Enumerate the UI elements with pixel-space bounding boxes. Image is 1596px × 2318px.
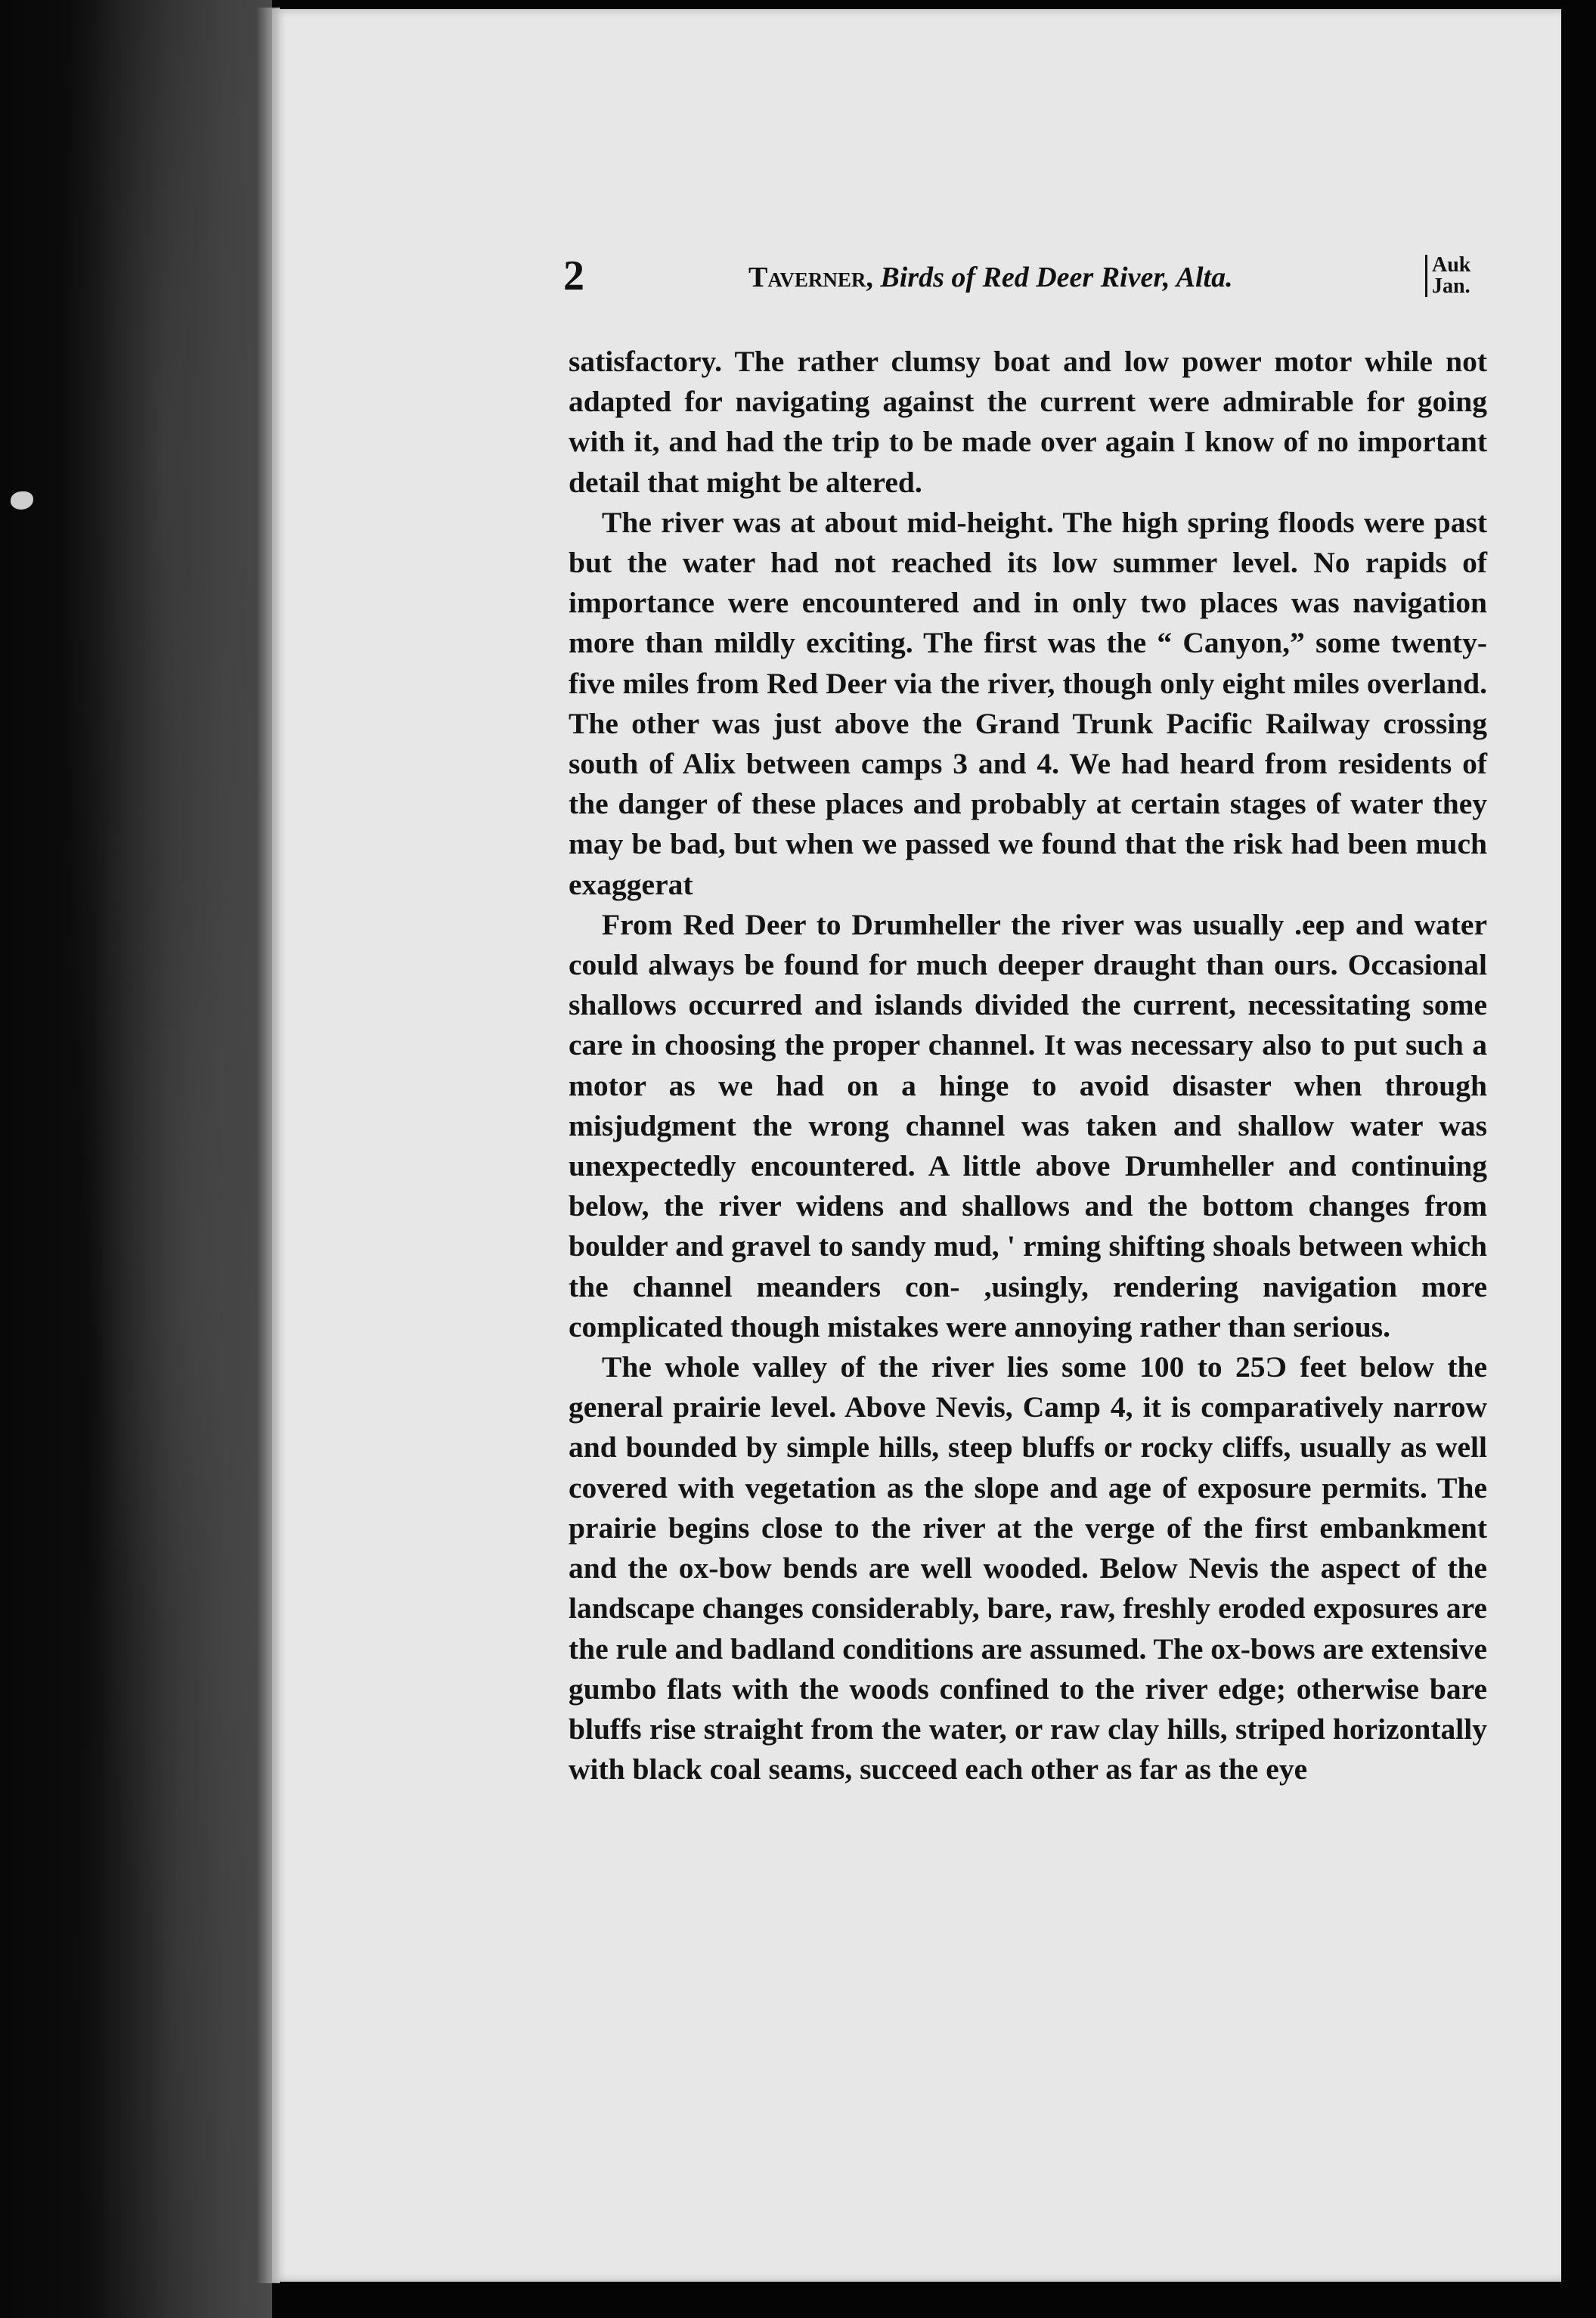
- running-head-author: Taverner,: [748, 262, 873, 293]
- page-number: 2: [563, 253, 584, 299]
- journal-month: Jan.: [1432, 274, 1470, 298]
- paragraph-4: The whole valley of the river lies some 100 to 25Ɔ feet below the general prairie level. Above Nevis, Camp 4, it is comparatively narrow and bounded by simple hills, steep bluffs or rocky cliffs, usually as well covered with vegetation as the slope and age of exposure permits. The prairie begins close to the river at the verge of the first embankment and the ox-bow bends are well wooded. Below Nevis the aspect of the landscape changes considerably, bare, raw, freshly eroded exposures are the rule and badland conditions are assumed. The ox-bows are extensive gumbo flats with the woods confined to the river edge; otherwise bare bluffs rise straight from the water, or raw clay hills, striped horizontally with black coal seams, succeed each other as far as the eye: [569, 1350, 1487, 1787]
- running-head-title: Birds of Red Deer River, Alta.: [880, 262, 1233, 293]
- journal-name: Auk: [1432, 253, 1471, 277]
- paragraph-2: The river was at about mid-height. The high spring floods were past but the water had not reached its low summer level. No rapids of importance were encountered and in only two places was navigation more than mildly exciting. The first was the “ Canyon,” some twenty-five miles from Red Deer via the river, though only eight miles overland. The other was just above the Grand Trunk Pacific Railway crossing south of Alix between camps 3 and 4. We had heard from residents of the danger of these places and probably at certain stages of water they may be bad, but when we passed we found that the risk had been much exaggerat: [569, 505, 1487, 901]
- body-text: [569, 342, 1487, 1790]
- journal-mark: [1425, 255, 1470, 297]
- scan-margin-left: [0, 0, 272, 2318]
- running-head: [748, 259, 1233, 296]
- scan-margin-right: [1561, 0, 1596, 2318]
- page-header: [563, 253, 1501, 306]
- paragraph-1: satisfactory. The rather clumsy boat and low power motor while not adapted for navigating against the current were admirable for going with it, and had the trip to be made over again I know of no important detail that might be altered.: [569, 345, 1487, 499]
- paragraph-3: From Red Deer to Drumheller the river was usually .eep and water could always be found for much deeper draught than ours. Occasional shallows occurred and islands divided the current, necessitating some care in choosing the proper channel. It was necessary also to put such a motor as we had on a hinge to avoid disaster when through misjudgment the wrong channel was taken and shallow water was unexpectedly encountered. A little above Drumheller and continuing below, the river widens and shallows and the bottom changes from boulder and gravel to sandy mud, ' rming shifting shoals between which the channel meanders con- ,usingly, rendering navigation more complicated though mistakes were annoying rather than serious.: [569, 907, 1487, 1343]
